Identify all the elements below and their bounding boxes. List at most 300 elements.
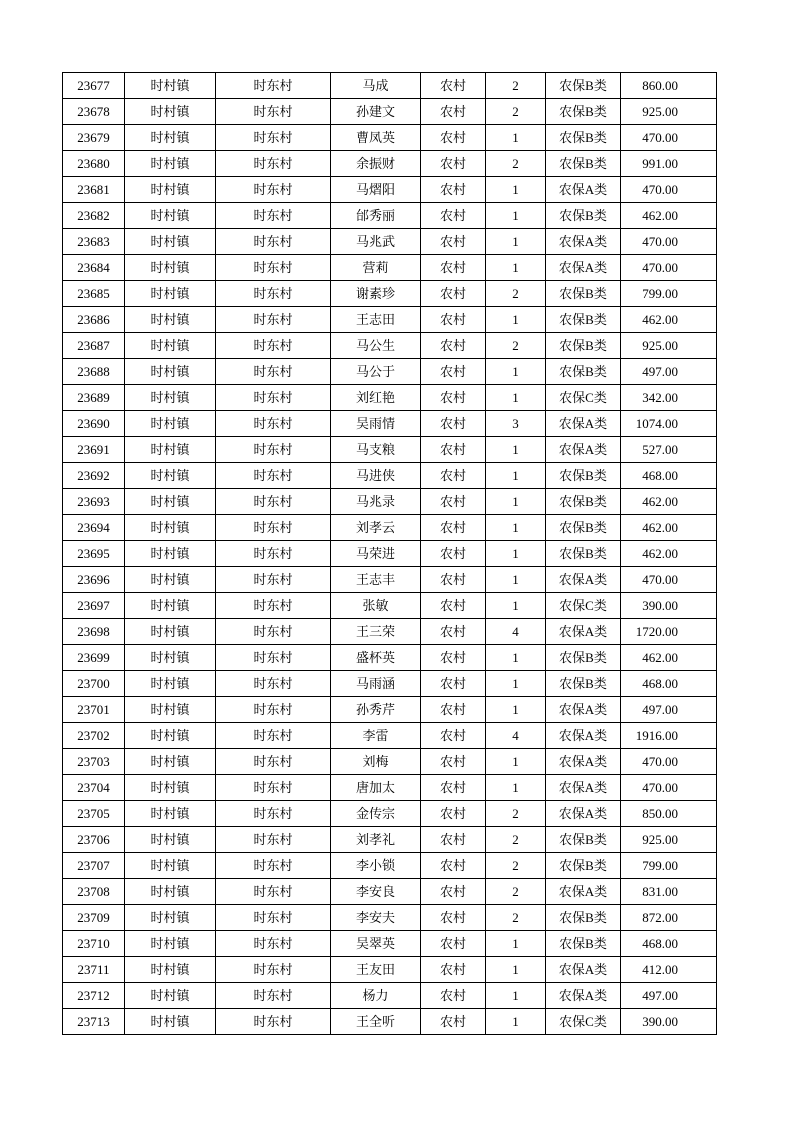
town-cell: 时村镇 [125, 255, 216, 281]
records-table [62, 72, 717, 1035]
insurance-category-cell: 农保B类 [546, 671, 621, 697]
insurance-category-cell: 农保C类 [546, 1009, 621, 1035]
amount-cell: 470.00 [621, 749, 717, 775]
person-name-cell: 马公生 [331, 333, 421, 359]
table-row [63, 749, 717, 775]
table-row [63, 177, 717, 203]
table-row [63, 515, 717, 541]
village-cell: 时东村 [216, 229, 331, 255]
person-name-cell: 邰秀丽 [331, 203, 421, 229]
record-id-cell: 23706 [63, 827, 125, 853]
person-name-cell: 王全听 [331, 1009, 421, 1035]
table-row [63, 307, 717, 333]
person-name-cell: 王友田 [331, 957, 421, 983]
amount-cell: 497.00 [621, 359, 717, 385]
insurance-category-cell: 农保C类 [546, 385, 621, 411]
table-row [63, 281, 717, 307]
member-count-cell: 2 [486, 281, 546, 307]
member-count-cell: 1 [486, 567, 546, 593]
town-cell: 时村镇 [125, 73, 216, 99]
member-count-cell: 1 [486, 697, 546, 723]
table-row [63, 229, 717, 255]
insurance-category-cell: 农保B类 [546, 99, 621, 125]
table-row [63, 151, 717, 177]
person-name-cell: 马熠阳 [331, 177, 421, 203]
village-cell: 时东村 [216, 489, 331, 515]
residence-type-cell: 农村 [421, 385, 486, 411]
table-row [63, 645, 717, 671]
member-count-cell: 2 [486, 905, 546, 931]
town-cell: 时村镇 [125, 879, 216, 905]
insurance-category-cell: 农保B类 [546, 827, 621, 853]
member-count-cell: 1 [486, 359, 546, 385]
table-row [63, 957, 717, 983]
amount-cell: 470.00 [621, 775, 717, 801]
insurance-category-cell: 农保A类 [546, 177, 621, 203]
member-count-cell: 1 [486, 203, 546, 229]
member-count-cell: 2 [486, 879, 546, 905]
person-name-cell: 吴翠英 [331, 931, 421, 957]
amount-cell: 497.00 [621, 697, 717, 723]
record-id-cell: 23682 [63, 203, 125, 229]
insurance-category-cell: 农保A类 [546, 437, 621, 463]
member-count-cell: 1 [486, 255, 546, 281]
town-cell: 时村镇 [125, 957, 216, 983]
amount-cell: 468.00 [621, 463, 717, 489]
amount-cell: 799.00 [621, 281, 717, 307]
amount-cell: 1074.00 [621, 411, 717, 437]
member-count-cell: 1 [486, 489, 546, 515]
residence-type-cell: 农村 [421, 229, 486, 255]
village-cell: 时东村 [216, 177, 331, 203]
amount-cell: 925.00 [621, 333, 717, 359]
table-row [63, 255, 717, 281]
village-cell: 时东村 [216, 853, 331, 879]
record-id-cell: 23700 [63, 671, 125, 697]
insurance-category-cell: 农保B类 [546, 645, 621, 671]
member-count-cell: 1 [486, 593, 546, 619]
table-row [63, 697, 717, 723]
amount-cell: 470.00 [621, 125, 717, 151]
amount-cell: 342.00 [621, 385, 717, 411]
residence-type-cell: 农村 [421, 905, 486, 931]
person-name-cell: 余振财 [331, 151, 421, 177]
town-cell: 时村镇 [125, 775, 216, 801]
town-cell: 时村镇 [125, 749, 216, 775]
record-id-cell: 23711 [63, 957, 125, 983]
insurance-category-cell: 农保A类 [546, 619, 621, 645]
amount-cell: 470.00 [621, 177, 717, 203]
village-cell: 时东村 [216, 619, 331, 645]
record-id-cell: 23702 [63, 723, 125, 749]
table-row [63, 411, 717, 437]
residence-type-cell: 农村 [421, 203, 486, 229]
table-row [63, 359, 717, 385]
table-row [63, 593, 717, 619]
town-cell: 时村镇 [125, 801, 216, 827]
member-count-cell: 1 [486, 463, 546, 489]
village-cell: 时东村 [216, 697, 331, 723]
town-cell: 时村镇 [125, 1009, 216, 1035]
record-id-cell: 23679 [63, 125, 125, 151]
insurance-category-cell: 农保B类 [546, 853, 621, 879]
table-row [63, 463, 717, 489]
village-cell: 时东村 [216, 73, 331, 99]
insurance-category-cell: 农保A类 [546, 697, 621, 723]
table-row [63, 125, 717, 151]
insurance-category-cell: 农保B类 [546, 359, 621, 385]
record-id-cell: 23691 [63, 437, 125, 463]
village-cell: 时东村 [216, 281, 331, 307]
record-id-cell: 23708 [63, 879, 125, 905]
table-row [63, 1009, 717, 1035]
member-count-cell: 2 [486, 151, 546, 177]
person-name-cell: 刘梅 [331, 749, 421, 775]
amount-cell: 462.00 [621, 203, 717, 229]
member-count-cell: 2 [486, 801, 546, 827]
insurance-category-cell: 农保B类 [546, 73, 621, 99]
person-name-cell: 刘孝云 [331, 515, 421, 541]
amount-cell: 462.00 [621, 489, 717, 515]
village-cell: 时东村 [216, 385, 331, 411]
village-cell: 时东村 [216, 567, 331, 593]
amount-cell: 872.00 [621, 905, 717, 931]
table-row [63, 827, 717, 853]
town-cell: 时村镇 [125, 307, 216, 333]
village-cell: 时东村 [216, 749, 331, 775]
record-id-cell: 23692 [63, 463, 125, 489]
record-id-cell: 23688 [63, 359, 125, 385]
residence-type-cell: 农村 [421, 749, 486, 775]
town-cell: 时村镇 [125, 359, 216, 385]
member-count-cell: 1 [486, 931, 546, 957]
person-name-cell: 金传宗 [331, 801, 421, 827]
village-cell: 时东村 [216, 515, 331, 541]
village-cell: 时东村 [216, 151, 331, 177]
residence-type-cell: 农村 [421, 515, 486, 541]
town-cell: 时村镇 [125, 645, 216, 671]
amount-cell: 462.00 [621, 307, 717, 333]
member-count-cell: 1 [486, 229, 546, 255]
town-cell: 时村镇 [125, 671, 216, 697]
town-cell: 时村镇 [125, 567, 216, 593]
amount-cell: 462.00 [621, 645, 717, 671]
insurance-category-cell: 农保A类 [546, 411, 621, 437]
record-id-cell: 23699 [63, 645, 125, 671]
person-name-cell: 马支粮 [331, 437, 421, 463]
person-name-cell: 马荣进 [331, 541, 421, 567]
table-row [63, 437, 717, 463]
table-row [63, 879, 717, 905]
residence-type-cell: 农村 [421, 645, 486, 671]
village-cell: 时东村 [216, 801, 331, 827]
person-name-cell: 孙秀芹 [331, 697, 421, 723]
amount-cell: 462.00 [621, 515, 717, 541]
table-row [63, 853, 717, 879]
table-row [63, 775, 717, 801]
residence-type-cell: 农村 [421, 1009, 486, 1035]
residence-type-cell: 农村 [421, 125, 486, 151]
record-id-cell: 23684 [63, 255, 125, 281]
table-row [63, 983, 717, 1009]
amount-cell: 991.00 [621, 151, 717, 177]
town-cell: 时村镇 [125, 489, 216, 515]
person-name-cell: 唐加太 [331, 775, 421, 801]
member-count-cell: 1 [486, 645, 546, 671]
town-cell: 时村镇 [125, 723, 216, 749]
village-cell: 时东村 [216, 359, 331, 385]
member-count-cell: 1 [486, 541, 546, 567]
village-cell: 时东村 [216, 905, 331, 931]
town-cell: 时村镇 [125, 697, 216, 723]
record-id-cell: 23703 [63, 749, 125, 775]
table-row [63, 73, 717, 99]
person-name-cell: 王志田 [331, 307, 421, 333]
town-cell: 时村镇 [125, 905, 216, 931]
town-cell: 时村镇 [125, 125, 216, 151]
insurance-category-cell: 农保B类 [546, 931, 621, 957]
town-cell: 时村镇 [125, 411, 216, 437]
insurance-category-cell: 农保B类 [546, 307, 621, 333]
insurance-category-cell: 农保A类 [546, 749, 621, 775]
insurance-category-cell: 农保B类 [546, 151, 621, 177]
member-count-cell: 1 [486, 385, 546, 411]
person-name-cell: 马兆录 [331, 489, 421, 515]
residence-type-cell: 农村 [421, 567, 486, 593]
village-cell: 时东村 [216, 541, 331, 567]
insurance-category-cell: 农保A类 [546, 957, 621, 983]
table-row [63, 489, 717, 515]
person-name-cell: 孙建文 [331, 99, 421, 125]
member-count-cell: 1 [486, 437, 546, 463]
residence-type-cell: 农村 [421, 775, 486, 801]
table-row [63, 567, 717, 593]
person-name-cell: 李小锁 [331, 853, 421, 879]
member-count-cell: 1 [486, 125, 546, 151]
village-cell: 时东村 [216, 723, 331, 749]
town-cell: 时村镇 [125, 827, 216, 853]
residence-type-cell: 农村 [421, 73, 486, 99]
town-cell: 时村镇 [125, 593, 216, 619]
record-id-cell: 23697 [63, 593, 125, 619]
table-row [63, 931, 717, 957]
amount-cell: 468.00 [621, 931, 717, 957]
town-cell: 时村镇 [125, 619, 216, 645]
record-id-cell: 23707 [63, 853, 125, 879]
person-name-cell: 刘红艳 [331, 385, 421, 411]
record-id-cell: 23712 [63, 983, 125, 1009]
person-name-cell: 马雨涵 [331, 671, 421, 697]
person-name-cell: 王三荣 [331, 619, 421, 645]
member-count-cell: 1 [486, 1009, 546, 1035]
table-row [63, 905, 717, 931]
village-cell: 时东村 [216, 463, 331, 489]
person-name-cell: 马兆武 [331, 229, 421, 255]
member-count-cell: 1 [486, 775, 546, 801]
village-cell: 时东村 [216, 437, 331, 463]
amount-cell: 468.00 [621, 671, 717, 697]
table-row [63, 333, 717, 359]
record-id-cell: 23693 [63, 489, 125, 515]
person-name-cell: 李雷 [331, 723, 421, 749]
record-id-cell: 23713 [63, 1009, 125, 1035]
village-cell: 时东村 [216, 203, 331, 229]
record-id-cell: 23680 [63, 151, 125, 177]
insurance-category-cell: 农保A类 [546, 801, 621, 827]
insurance-category-cell: 农保A类 [546, 255, 621, 281]
town-cell: 时村镇 [125, 983, 216, 1009]
person-name-cell: 盛杯英 [331, 645, 421, 671]
town-cell: 时村镇 [125, 931, 216, 957]
record-id-cell: 23689 [63, 385, 125, 411]
member-count-cell: 1 [486, 957, 546, 983]
village-cell: 时东村 [216, 411, 331, 437]
residence-type-cell: 农村 [421, 619, 486, 645]
table-row [63, 671, 717, 697]
member-count-cell: 1 [486, 177, 546, 203]
member-count-cell: 2 [486, 853, 546, 879]
amount-cell: 390.00 [621, 1009, 717, 1035]
town-cell: 时村镇 [125, 515, 216, 541]
insurance-category-cell: 农保B类 [546, 515, 621, 541]
residence-type-cell: 农村 [421, 671, 486, 697]
record-id-cell: 23687 [63, 333, 125, 359]
table-row [63, 723, 717, 749]
member-count-cell: 1 [486, 307, 546, 333]
record-id-cell: 23701 [63, 697, 125, 723]
residence-type-cell: 农村 [421, 801, 486, 827]
town-cell: 时村镇 [125, 177, 216, 203]
person-name-cell: 李安夫 [331, 905, 421, 931]
record-id-cell: 23698 [63, 619, 125, 645]
person-name-cell: 曹凤英 [331, 125, 421, 151]
record-id-cell: 23681 [63, 177, 125, 203]
table-row [63, 385, 717, 411]
person-name-cell: 马公于 [331, 359, 421, 385]
insurance-category-cell: 农保A类 [546, 879, 621, 905]
insurance-category-cell: 农保B类 [546, 541, 621, 567]
insurance-category-cell: 农保C类 [546, 593, 621, 619]
village-cell: 时东村 [216, 593, 331, 619]
town-cell: 时村镇 [125, 853, 216, 879]
member-count-cell: 1 [486, 749, 546, 775]
person-name-cell: 李安良 [331, 879, 421, 905]
amount-cell: 1720.00 [621, 619, 717, 645]
amount-cell: 860.00 [621, 73, 717, 99]
record-id-cell: 23695 [63, 541, 125, 567]
town-cell: 时村镇 [125, 229, 216, 255]
residence-type-cell: 农村 [421, 99, 486, 125]
town-cell: 时村镇 [125, 99, 216, 125]
record-id-cell: 23696 [63, 567, 125, 593]
member-count-cell: 1 [486, 983, 546, 1009]
village-cell: 时东村 [216, 957, 331, 983]
amount-cell: 412.00 [621, 957, 717, 983]
record-id-cell: 23685 [63, 281, 125, 307]
town-cell: 时村镇 [125, 203, 216, 229]
amount-cell: 850.00 [621, 801, 717, 827]
residence-type-cell: 农村 [421, 255, 486, 281]
village-cell: 时东村 [216, 827, 331, 853]
person-name-cell: 刘孝礼 [331, 827, 421, 853]
table-row [63, 801, 717, 827]
village-cell: 时东村 [216, 879, 331, 905]
member-count-cell: 2 [486, 73, 546, 99]
village-cell: 时东村 [216, 99, 331, 125]
amount-cell: 497.00 [621, 983, 717, 1009]
residence-type-cell: 农村 [421, 151, 486, 177]
residence-type-cell: 农村 [421, 931, 486, 957]
person-name-cell: 张敏 [331, 593, 421, 619]
residence-type-cell: 农村 [421, 983, 486, 1009]
insurance-category-cell: 农保B类 [546, 489, 621, 515]
amount-cell: 925.00 [621, 827, 717, 853]
amount-cell: 470.00 [621, 229, 717, 255]
town-cell: 时村镇 [125, 281, 216, 307]
record-id-cell: 23678 [63, 99, 125, 125]
member-count-cell: 4 [486, 723, 546, 749]
amount-cell: 799.00 [621, 853, 717, 879]
record-id-cell: 23683 [63, 229, 125, 255]
village-cell: 时东村 [216, 671, 331, 697]
record-id-cell: 23704 [63, 775, 125, 801]
record-id-cell: 23710 [63, 931, 125, 957]
village-cell: 时东村 [216, 1009, 331, 1035]
member-count-cell: 2 [486, 333, 546, 359]
amount-cell: 470.00 [621, 567, 717, 593]
amount-cell: 831.00 [621, 879, 717, 905]
amount-cell: 462.00 [621, 541, 717, 567]
residence-type-cell: 农村 [421, 541, 486, 567]
amount-cell: 925.00 [621, 99, 717, 125]
insurance-category-cell: 农保B类 [546, 463, 621, 489]
residence-type-cell: 农村 [421, 489, 486, 515]
insurance-category-cell: 农保B类 [546, 905, 621, 931]
residence-type-cell: 农村 [421, 723, 486, 749]
record-id-cell: 23709 [63, 905, 125, 931]
person-name-cell: 马进侠 [331, 463, 421, 489]
town-cell: 时村镇 [125, 333, 216, 359]
person-name-cell: 营莉 [331, 255, 421, 281]
residence-type-cell: 农村 [421, 437, 486, 463]
member-count-cell: 2 [486, 99, 546, 125]
village-cell: 时东村 [216, 125, 331, 151]
residence-type-cell: 农村 [421, 281, 486, 307]
residence-type-cell: 农村 [421, 307, 486, 333]
residence-type-cell: 农村 [421, 463, 486, 489]
town-cell: 时村镇 [125, 541, 216, 567]
record-id-cell: 23705 [63, 801, 125, 827]
residence-type-cell: 农村 [421, 593, 486, 619]
record-id-cell: 23686 [63, 307, 125, 333]
table-row [63, 99, 717, 125]
member-count-cell: 2 [486, 827, 546, 853]
person-name-cell: 谢素珍 [331, 281, 421, 307]
person-name-cell: 杨力 [331, 983, 421, 1009]
amount-cell: 470.00 [621, 255, 717, 281]
village-cell: 时东村 [216, 255, 331, 281]
table-row [63, 619, 717, 645]
residence-type-cell: 农村 [421, 177, 486, 203]
table-row [63, 203, 717, 229]
person-name-cell: 吴雨情 [331, 411, 421, 437]
village-cell: 时东村 [216, 645, 331, 671]
village-cell: 时东村 [216, 983, 331, 1009]
residence-type-cell: 农村 [421, 697, 486, 723]
insurance-category-cell: 农保A类 [546, 775, 621, 801]
residence-type-cell: 农村 [421, 411, 486, 437]
member-count-cell: 4 [486, 619, 546, 645]
